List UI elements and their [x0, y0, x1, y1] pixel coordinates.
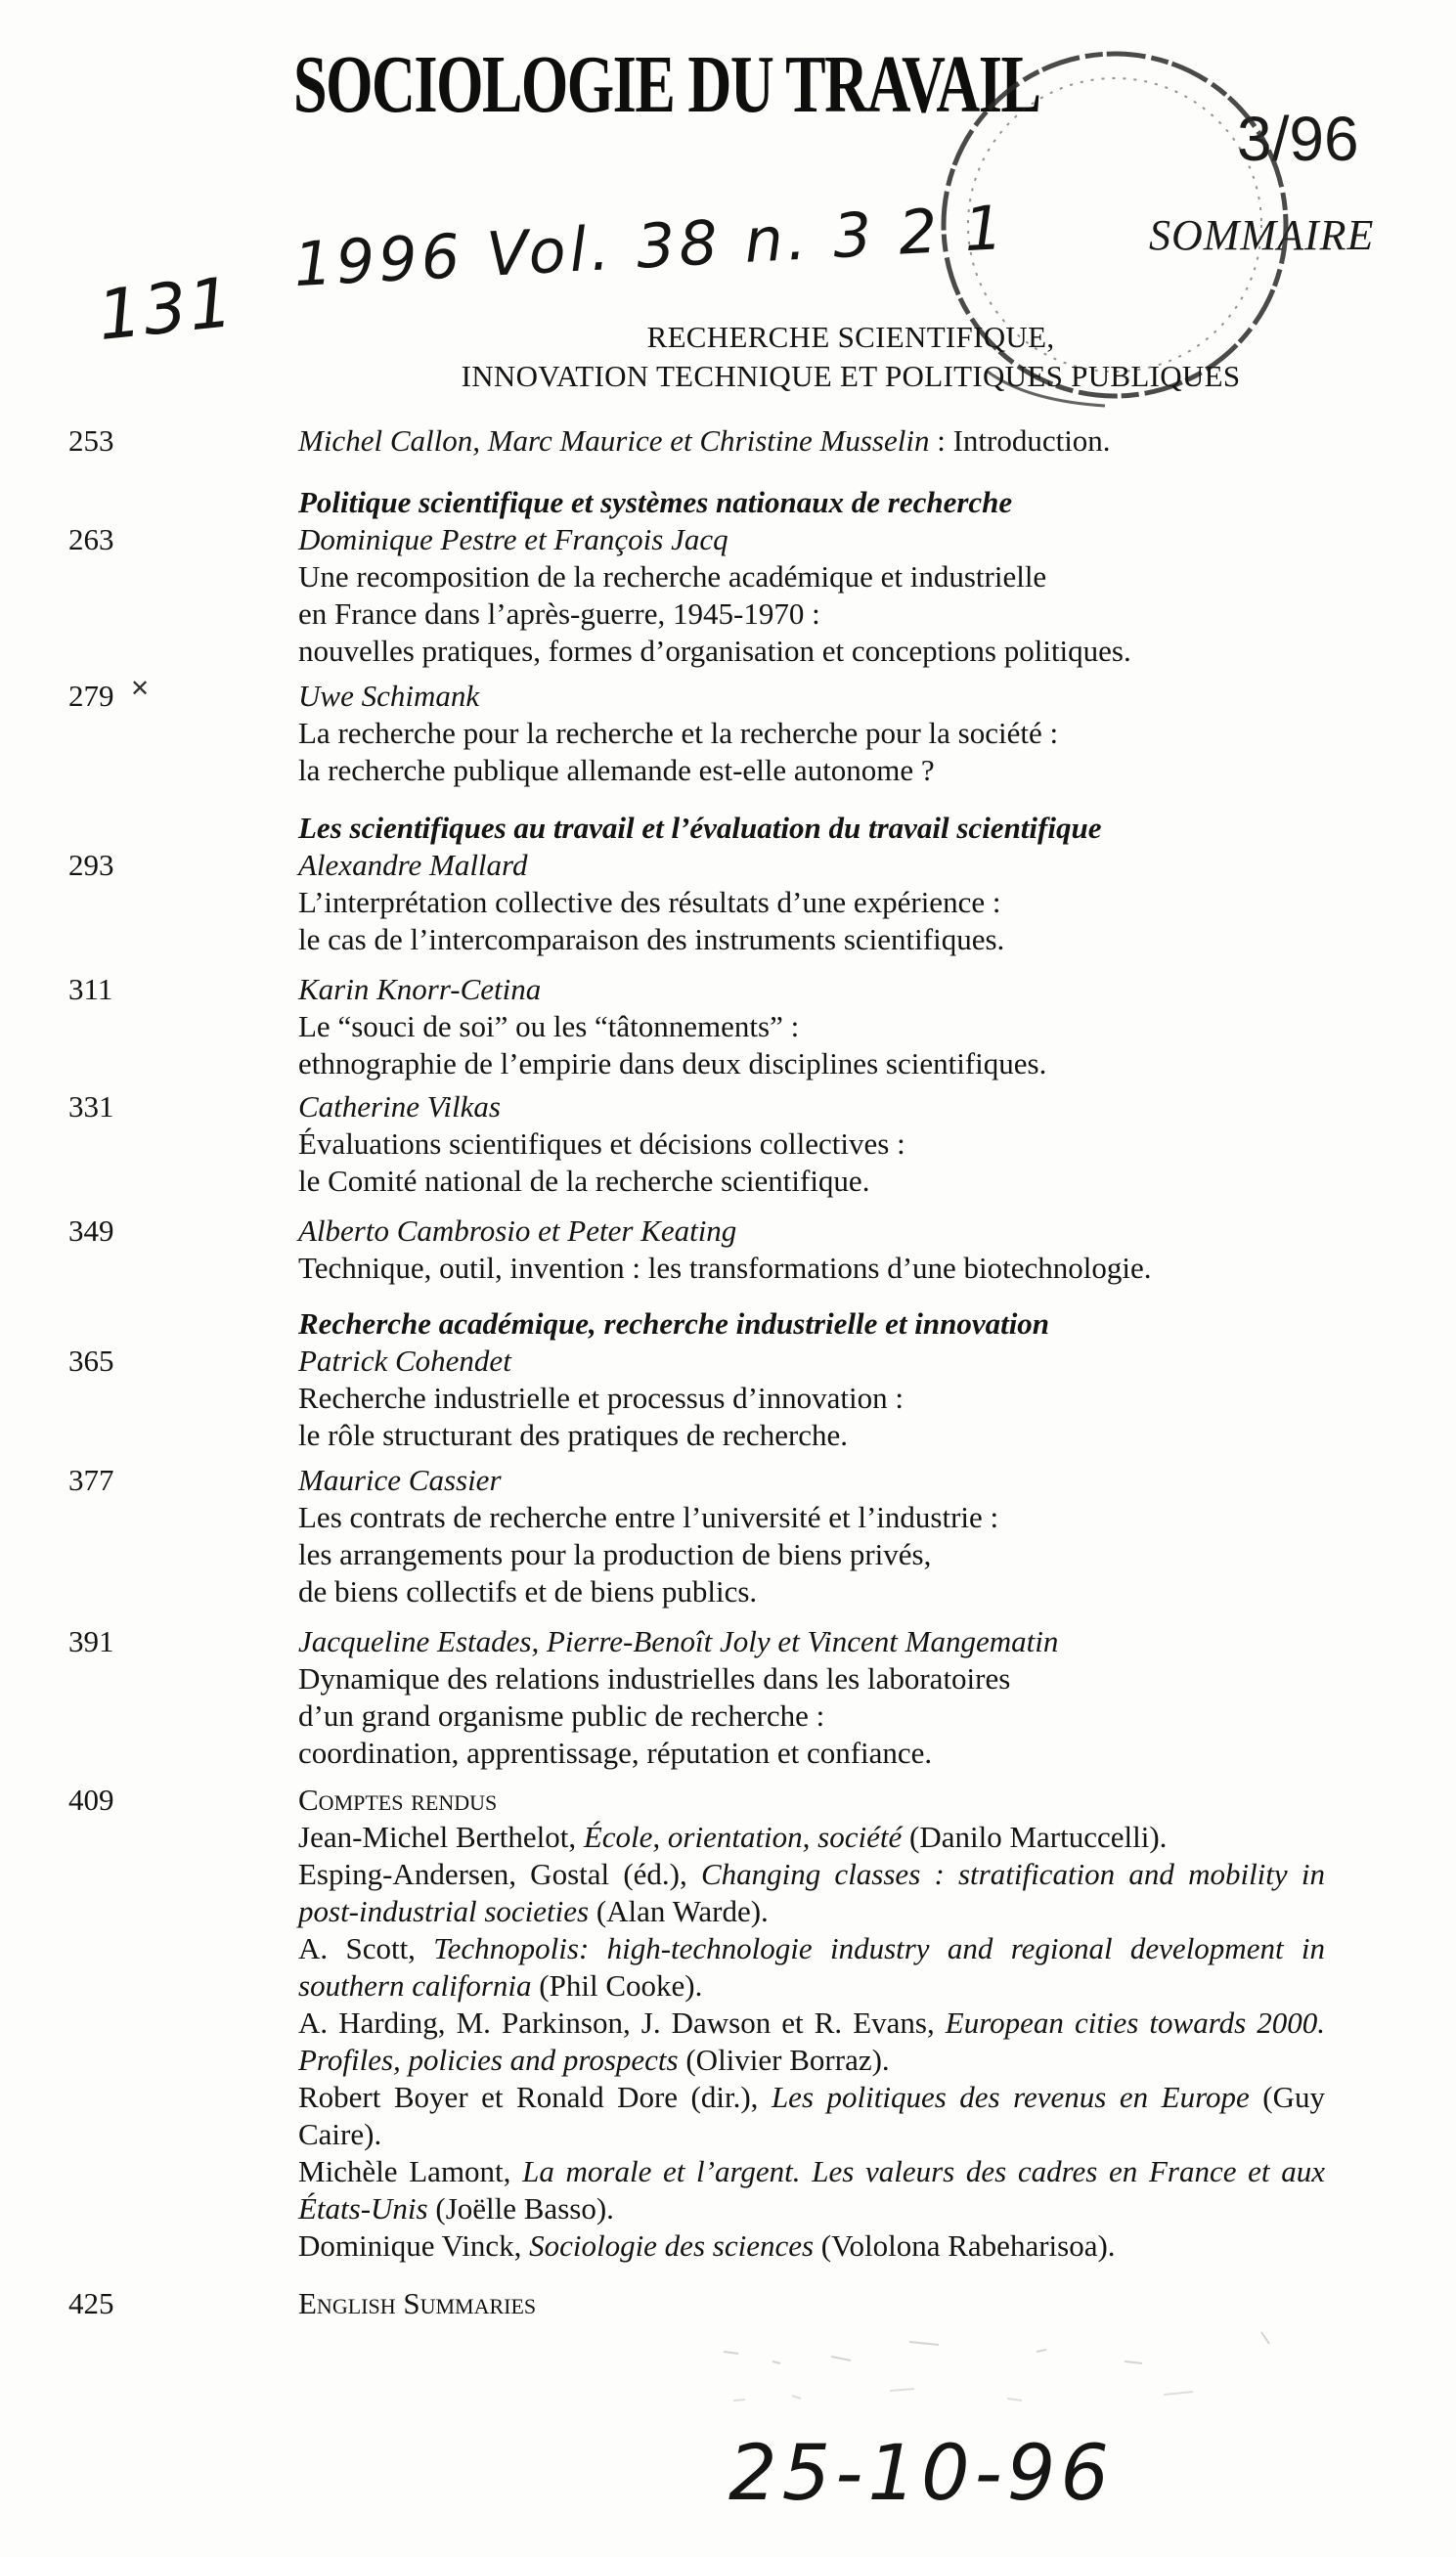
entry-title-line: ethnographie de l’empirie dans deux disciplines scientifiques. [298, 1046, 1047, 1080]
entry-author: Patrick Cohendet [298, 1344, 511, 1378]
entry-title-line: le Comité national de la recherche scientifique. [298, 1164, 870, 1198]
page-number: 293 [68, 848, 114, 882]
toc-entry [298, 1623, 1393, 1772]
entry-title-line: Recherche industrielle et processus d’innovation : [298, 1381, 904, 1415]
toc-entry [298, 521, 1393, 670]
page-number: 349 [68, 1213, 114, 1248]
review-item: Dominique Vinck, Sociologie des sciences (Vololona Rabeharisoa). [298, 2228, 1116, 2263]
entry-author: Alexandre Mallard [298, 848, 528, 882]
scan-noise [714, 2293, 1398, 2420]
page-number: 331 [68, 1089, 114, 1124]
handwritten-reference: 1996 Vol. 38 n. 3 2 1 [291, 191, 1009, 301]
entry-title-line: Une recomposition de la recherche académique et industrielle [298, 559, 1047, 594]
review-item: Jean-Michel Berthelot, École, orientation, société (Danilo Martuccelli). [298, 1820, 1168, 1854]
entry-title-line: en France dans l’après-guerre, 1945-1970 : [298, 596, 820, 631]
toc-entry [298, 847, 1393, 958]
reviews-heading: Comptes rendus [298, 1783, 498, 1817]
intro-title: : Introduction. [929, 423, 1111, 458]
check-mark-icon: ✕ [130, 675, 151, 702]
entry-title-line: la recherche publique allemande est-elle autonome ? [298, 753, 935, 787]
entry-title-line: L’interprétation collective des résultats d’une expérience : [298, 885, 1001, 919]
page-number: 365 [68, 1344, 114, 1378]
page-number: 263 [68, 522, 114, 556]
review-item: Michèle Lamont, La morale et l’argent. Les valeurs des cadres en France et aux États-Unis (Joëlle Basso). [298, 2154, 1325, 2226]
dossier-line-2: INNOVATION TECHNIQUE ET POLITIQUES PUBLIQUES [461, 359, 1241, 393]
handwritten-date: 25-10-96 [728, 2430, 1115, 2518]
toc-entry [298, 971, 1393, 1082]
section-heading: Recherche académique, recherche industrielle et innovation [298, 1306, 1050, 1341]
entry-title-line: Le “souci de soi” ou les “tâtonnements” : [298, 1009, 800, 1043]
entry-title-line: Technique, outil, invention : les transformations d’une biotechnologie. [298, 1251, 1152, 1285]
intro-authors: Michel Callon, Marc Maurice et Christine Musselin [298, 423, 930, 458]
entry-title-line: La recherche pour la recherche et la recherche pour la société : [298, 716, 1059, 750]
handwritten-number: 131 [94, 261, 239, 357]
entry-author: Catherine Vilkas [298, 1089, 501, 1124]
dossier-line-1: RECHERCHE SCIENTIFIQUE, [646, 320, 1055, 354]
entry-title-line: Dynamique des relations industrielles dans les laboratoires [298, 1661, 1011, 1696]
entry-title-line: les arrangements pour la production de biens privés, [298, 1537, 932, 1571]
entry-author: Alberto Cambrosio et Peter Keating [298, 1213, 737, 1248]
entry-title-line: de biens collectifs et de biens publics. [298, 1574, 758, 1609]
entry-title-line: Les contrats de recherche entre l’université et l’industrie : [298, 1500, 999, 1534]
sommaire-heading: SOMMAIRE [1149, 211, 1375, 259]
dossier-title [362, 318, 1340, 396]
page-number: 279 [68, 679, 114, 713]
section-heading: Politique scientifique et systèmes nationaux de recherche [298, 485, 1013, 519]
entry-title-line: d’un grand organisme public de recherche : [298, 1698, 825, 1733]
entry-author: Maurice Cassier [298, 1463, 502, 1497]
page-number: 391 [68, 1624, 114, 1658]
issue-number: 3/96 [1237, 104, 1359, 174]
entry-title-line: le cas de l’intercomparaison des instruments scientifiques. [298, 922, 1005, 956]
review-item: Robert Boyer et Ronald Dore (dir.), Les politiques des revenus en Europe (Guy Caire). [298, 2080, 1325, 2151]
toc-intro [298, 422, 1393, 460]
entry-author: Uwe Schimank [298, 679, 480, 713]
english-summaries-heading: English Summaries [298, 2286, 537, 2320]
page-number: 409 [68, 1783, 114, 1817]
journal-title: SOCIOLOGIE DU TRAVAIL [293, 39, 1040, 130]
entry-title-line: le rôle structurant des pratiques de recherche. [298, 1418, 849, 1452]
entry-title-line: coordination, apprentissage, réputation et confiance. [298, 1736, 933, 1770]
entry-author: Jacqueline Estades, Pierre-Benoît Joly et Vincent Mangematin [298, 1624, 1059, 1658]
toc-entry [298, 1343, 1393, 1454]
page-number: 311 [68, 972, 113, 1006]
reviews-block [298, 1782, 1393, 2265]
review-item: A. Harding, M. Parkinson, J. Dawson et R. Evans, European cities towards 2000. Profiles, policies and prospects (Olivier Borraz). [298, 2006, 1326, 2077]
entry-author: Dominique Pestre et François Jacq [298, 522, 728, 556]
page-number: 425 [68, 2286, 114, 2320]
entry-title-line: Évaluations scientifiques et décisions collectives : [298, 1126, 905, 1161]
entry-author: Karin Knorr-Cetina [298, 972, 542, 1006]
review-item: A. Scott, Technopolis: high-technologie industry and regional development in southern california (Phil Cooke). [298, 1931, 1325, 2003]
review-item: Esping-Andersen, Gostal (éd.), Changing classes : stratification and mobility in post-industrial societies (Alan Warde). [298, 1857, 1325, 1928]
page-number: 253 [68, 423, 114, 458]
toc-entry [298, 1088, 1393, 1200]
toc-entry [298, 1212, 1393, 1287]
entry-title-line: nouvelles pratiques, formes d’organisation et conceptions politiques. [298, 634, 1131, 668]
toc-entry [298, 1462, 1393, 1610]
section-heading: Les scientifiques au travail et l’évaluation du travail scientifique [298, 811, 1102, 845]
toc-entry [298, 678, 1393, 789]
page-number: 377 [68, 1463, 114, 1497]
